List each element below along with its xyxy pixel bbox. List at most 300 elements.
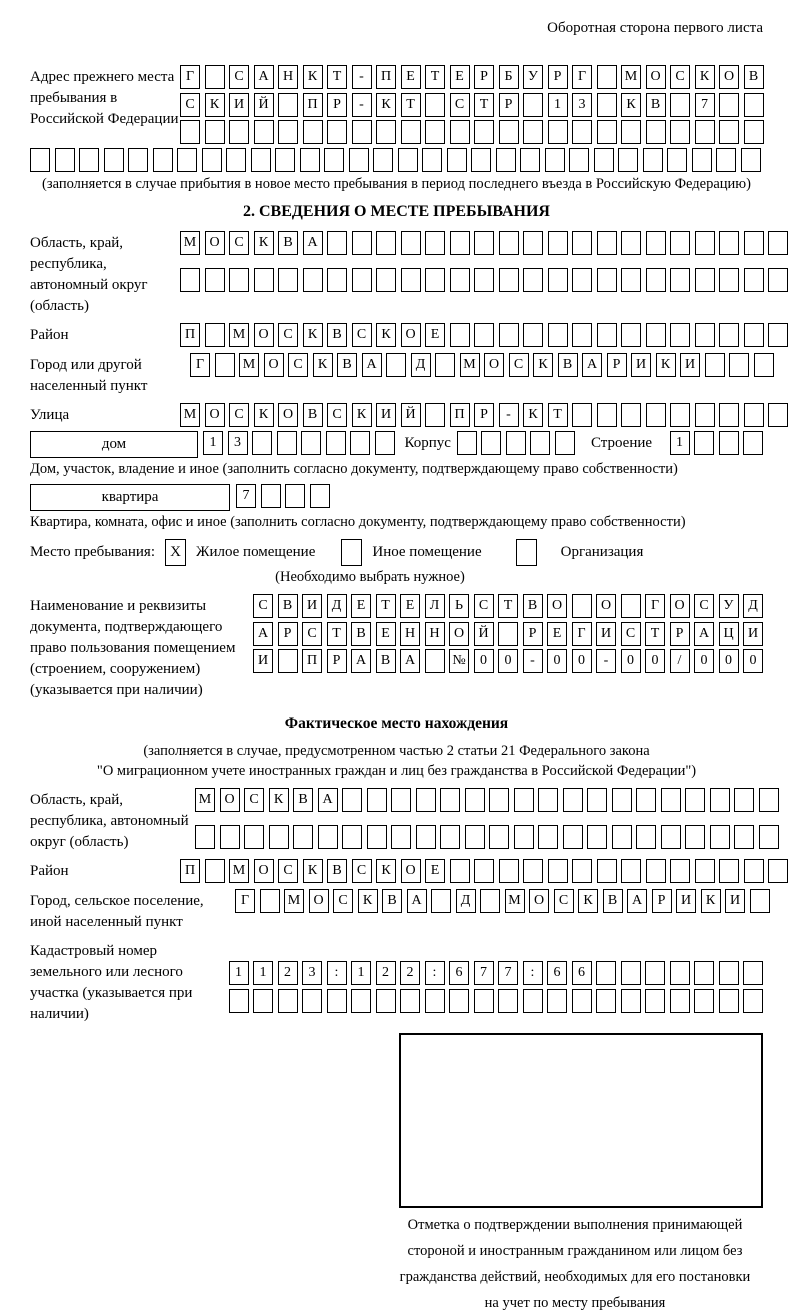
char-box [195,825,215,849]
char-box [425,268,445,292]
char-box [692,148,712,172]
char-box: Г [572,622,592,646]
city-label: Город или другой населенный пункт [30,356,148,394]
char-box [244,825,264,849]
char-box [177,148,197,172]
char-box [670,93,690,117]
actual-city-block [30,889,763,933]
char-box: И [676,889,696,913]
char-box [398,148,418,172]
char-box: С [229,231,249,255]
char-box: Т [327,65,347,89]
char-box [695,403,715,427]
char-box [278,649,298,673]
char-box [768,323,788,347]
char-box [367,825,387,849]
char-box: Р [327,93,347,117]
char-box [646,403,666,427]
char-box: К [523,403,543,427]
char-box: К [656,353,676,377]
char-box [496,148,516,172]
char-box [523,323,543,347]
char-box [646,323,666,347]
char-box: Р [474,65,494,89]
char-box [450,120,470,144]
char-box [489,788,509,812]
char-box [646,268,666,292]
char-box: Е [401,65,421,89]
section2-title: 2. СВЕДЕНИЯ О МЕСТЕ ПРЕБЫВАНИЯ [243,202,550,220]
char-box [563,825,583,849]
char-box: 0 [474,649,494,673]
char-box: О [596,594,616,618]
stay-type-checkbox-organization [516,539,537,566]
document-row-2 [253,622,763,646]
char-box [376,231,396,255]
char-box: Р [327,649,347,673]
char-box [719,268,739,292]
char-box [572,403,592,427]
char-box: Р [607,353,627,377]
char-box: С [474,594,494,618]
char-box: И [302,594,322,618]
char-box [670,120,690,144]
char-box [548,859,568,883]
char-box: С [352,859,372,883]
char-box [759,788,779,812]
char-box [300,148,320,172]
char-box [386,353,406,377]
char-box [251,148,271,172]
street-label: Улица [30,406,70,423]
char-box [499,859,519,883]
char-box: И [376,403,396,427]
char-box: / [670,649,690,673]
char-box [572,268,592,292]
char-box [220,825,240,849]
district-label: Район [30,326,69,343]
apartment-note: Квартира, комната, офис и иное (заполнить согласно документу, подтверждающему право собственности) [30,514,686,530]
char-box: А [627,889,647,913]
char-box [474,989,494,1013]
apartment-number-row [236,484,330,508]
char-box: М [505,889,525,913]
stroenie-label: Строение [590,434,653,451]
char-box [447,148,467,172]
char-box: С [229,403,249,427]
char-box: О [264,353,284,377]
char-box: 3 [228,431,248,455]
char-box [202,148,222,172]
char-box: О [401,859,421,883]
char-box [744,93,764,117]
char-box [661,825,681,849]
char-box [670,961,690,985]
char-box: 6 [449,961,469,985]
prev-address-row-4 [30,148,763,172]
prev-address-row-1 [180,65,764,89]
char-box: Л [425,594,445,618]
char-box [612,825,632,849]
char-box: С [450,93,470,117]
char-box [416,825,436,849]
page-corner-note: Оборотная сторона первого листа [547,20,763,36]
char-box: В [558,353,578,377]
char-box [480,889,500,913]
stamp-caption-line-2: стороной и иностранным гражданином или лицом без [407,1243,743,1259]
actual-location-note-2: "О миграционном учете иностранных граждан и лиц без гражданства в Российской Федерации") [96,763,697,779]
region-block [30,231,763,317]
char-box [318,825,338,849]
char-box: Е [351,594,371,618]
char-box [450,859,470,883]
char-box [530,431,550,455]
char-box [621,120,641,144]
char-box [260,889,280,913]
char-box [431,889,451,913]
char-box: С [244,788,264,812]
char-box: В [646,93,666,117]
stamp-caption-line-4: на учет по месту пребывания [484,1295,666,1311]
stamp-caption [375,1212,775,1316]
char-box [646,859,666,883]
street-grids [180,403,788,427]
char-box: 1 [203,431,223,455]
char-box [226,148,246,172]
char-box [30,148,50,172]
char-box [768,268,788,292]
char-box: Й [254,93,274,117]
char-box [253,989,273,1013]
char-box [474,231,494,255]
char-box [499,120,519,144]
char-box [734,788,754,812]
char-box [597,403,617,427]
char-box [768,231,788,255]
actual-district-label: Район [30,863,69,879]
char-box: М [621,65,641,89]
document-block [30,594,763,701]
char-box: О [278,403,298,427]
char-box [352,268,372,292]
char-box [128,148,148,172]
char-box [705,353,725,377]
char-box [440,825,460,849]
char-box: О [309,889,329,913]
char-box: Й [401,403,421,427]
char-box [759,825,779,849]
document-label: Наименование и реквизиты документа, подтверждающего право пользования помещением (строением, сооружением) (указывается при наличии) [30,598,236,698]
char-box: К [205,93,225,117]
char-box: С [278,859,298,883]
document-row-1 [253,594,763,618]
char-box: 2 [278,961,298,985]
char-box [481,431,501,455]
char-box [303,268,323,292]
char-box: А [400,649,420,673]
char-box: О [205,403,225,427]
char-box [670,323,690,347]
char-box: Г [572,65,592,89]
char-box: А [351,649,371,673]
char-box [719,431,739,455]
char-box [278,268,298,292]
char-box: 1 [351,961,371,985]
char-box: М [180,231,200,255]
char-box [548,231,568,255]
stay-type-option-other: Иное помещение [372,544,482,560]
char-box: П [450,403,470,427]
char-box: Г [645,594,665,618]
actual-district-block [30,859,763,883]
char-box [450,231,470,255]
char-box: К [695,65,715,89]
char-box: С [253,594,273,618]
char-box: И [229,93,249,117]
char-box: : [523,961,543,985]
char-box [563,788,583,812]
char-box [685,788,705,812]
char-box: Г [180,65,200,89]
char-box: Т [498,594,518,618]
char-box [401,120,421,144]
char-box [694,431,714,455]
char-box: 1 [229,961,249,985]
char-box [367,788,387,812]
char-box [302,989,322,1013]
char-box: Ц [719,622,739,646]
char-box: К [254,403,274,427]
char-box [352,120,372,144]
char-box: 2 [376,961,396,985]
char-box: К [303,323,323,347]
char-box [499,323,519,347]
stay-type-option-organization: Организация [560,544,644,560]
street-block [30,403,763,427]
char-box: К [358,889,378,913]
char-box: Е [376,622,396,646]
char-box: Р [474,403,494,427]
apartment-word-box: квартира [30,484,230,511]
char-box [523,268,543,292]
char-box [685,825,705,849]
region-grids [180,231,788,292]
char-box [597,120,617,144]
char-box [498,622,518,646]
char-box: С [509,353,529,377]
char-box: П [303,93,323,117]
char-box [327,268,347,292]
char-box: - [352,93,372,117]
char-box: М [239,353,259,377]
char-box: Т [474,93,494,117]
char-box [719,323,739,347]
document-row-3 [253,649,763,673]
char-box [342,825,362,849]
char-box: Т [645,622,665,646]
char-box [695,323,715,347]
char-box [449,989,469,1013]
char-box: 2 [400,961,420,985]
char-box [695,268,715,292]
actual-region-grids [195,788,779,849]
char-box: А [253,622,273,646]
char-box [277,431,297,455]
char-box [523,93,543,117]
char-box: - [352,65,372,89]
char-box [719,231,739,255]
char-box: О [670,594,690,618]
char-box: И [631,353,651,377]
char-box: М [195,788,215,812]
char-box: Е [450,65,470,89]
actual-region-label: Область, край, республика, автономный округ (область) [30,792,189,850]
char-box: В [744,65,764,89]
actual-region-row-2 [195,825,779,849]
char-box: А [362,353,382,377]
char-box: С [278,323,298,347]
char-box: 0 [743,649,763,673]
char-box: Т [548,403,568,427]
char-box: К [533,353,553,377]
city-grids [190,353,774,377]
char-box: И [743,622,763,646]
char-box [425,93,445,117]
char-box [667,148,687,172]
char-box [327,231,347,255]
prev-address-grids [180,65,764,144]
stamp-box [399,1033,763,1208]
char-box: Е [547,622,567,646]
char-box: В [382,889,402,913]
char-box [303,120,323,144]
char-box [401,231,421,255]
char-box [180,268,200,292]
char-box [269,825,289,849]
char-box: В [278,594,298,618]
char-box: М [229,323,249,347]
char-box [661,788,681,812]
char-box: Й [474,622,494,646]
actual-city-row [235,889,770,913]
char-box [547,989,567,1013]
char-box [474,268,494,292]
char-box: В [303,403,323,427]
char-box [474,323,494,347]
char-box [597,231,617,255]
char-box: С [554,889,574,913]
region-row-2 [180,268,788,292]
street-row [180,403,788,427]
char-box [416,788,436,812]
char-box: С [333,889,353,913]
char-box [450,268,470,292]
char-box: 0 [572,649,592,673]
stay-type-note: (Необходимо выбрать нужное) [275,569,465,585]
char-box: 6 [572,961,592,985]
char-box: В [523,594,543,618]
char-box: Г [190,353,210,377]
prev-address-note: (заполняется в случае прибытия в новое место пребывания в период последнего въезда в Российскую Федерацию) [42,175,751,192]
char-box [670,231,690,255]
char-box: В [376,649,396,673]
char-box [55,148,75,172]
char-box: А [303,231,323,255]
char-box [618,148,638,172]
actual-district-grids [180,859,788,883]
char-box [229,268,249,292]
char-box: № [449,649,469,673]
char-box: О [449,622,469,646]
char-box [376,989,396,1013]
char-box: О [254,859,274,883]
char-box [719,120,739,144]
char-box [79,148,99,172]
char-box [215,353,235,377]
char-box: : [327,961,347,985]
char-box: Р [523,622,543,646]
char-box: 0 [498,649,518,673]
actual-region-block [30,788,763,853]
prev-address-block [30,65,763,144]
stay-type-label: Место пребывания: [30,544,155,560]
cadastral-block [30,939,763,1025]
actual-location-note-1: (заполняется в случае, предусмотренном частью 2 статьи 21 Федерального закона [143,743,650,759]
char-box: Д [743,594,763,618]
char-box [694,961,714,985]
char-box: В [337,353,357,377]
char-box [465,825,485,849]
char-box [695,231,715,255]
char-box [373,148,393,172]
char-box [229,989,249,1013]
char-box [710,788,730,812]
char-box [612,788,632,812]
cadastral-row-2 [229,989,764,1013]
char-box [293,825,313,849]
char-box [523,120,543,144]
char-box [646,120,666,144]
char-box: К [313,353,333,377]
char-box: Т [401,93,421,117]
char-box [548,323,568,347]
house-number-row [203,431,395,455]
char-box: А [582,353,602,377]
char-box: К [352,403,372,427]
char-box [254,120,274,144]
char-box: А [318,788,338,812]
char-box [597,65,617,89]
cadastral-grids [229,939,764,1013]
char-box [474,120,494,144]
char-box: К [303,65,323,89]
char-box [520,148,540,172]
char-box [744,859,764,883]
char-box: 0 [694,649,714,673]
confirmation-block [30,1033,763,1316]
char-box: С [352,323,372,347]
char-box: О [529,889,549,913]
char-box [275,148,295,172]
char-box [719,93,739,117]
char-box: Д [456,889,476,913]
char-box [422,148,442,172]
char-box: К [269,788,289,812]
prev-address-row-2 [180,93,764,117]
actual-region-row-1 [195,788,779,812]
char-box [572,120,592,144]
char-box [301,431,321,455]
